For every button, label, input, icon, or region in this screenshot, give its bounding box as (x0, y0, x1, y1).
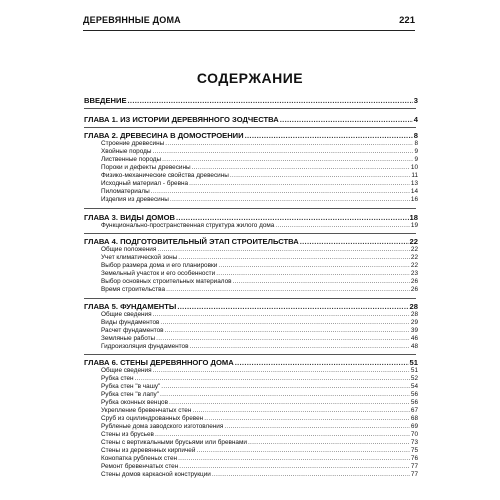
leader-dots (160, 391, 410, 398)
toc-entry-page: 75 (410, 447, 418, 454)
toc-entry-section[interactable] (84, 327, 418, 334)
toc-entry-label: Гидроизоляция фундаментов (101, 343, 189, 350)
toc-entry-section[interactable] (84, 367, 418, 374)
toc-entry-page: 77 (410, 471, 418, 478)
leader-dots (189, 180, 410, 187)
toc-entry-page: 18 (409, 213, 418, 222)
toc-entry-page: 56 (410, 399, 418, 406)
leader-dots (156, 335, 410, 342)
toc-entry-page: 9 (414, 148, 418, 155)
leader-dots (155, 431, 410, 438)
leader-dots (248, 439, 410, 446)
leader-dots (233, 278, 410, 285)
toc-entry-section[interactable] (84, 415, 418, 422)
toc-entry-label: Рубка стен "в чашу" (101, 383, 161, 390)
toc-entry-section[interactable] (84, 423, 418, 430)
leader-dots (169, 399, 410, 406)
toc-entry-page: 26 (410, 286, 418, 293)
toc-entry-page: 23 (410, 270, 418, 277)
toc-entry-label: ГЛАВА 2. ДРЕВЕСИНА В ДОМОСТРОЕНИИ (84, 131, 244, 140)
toc-entry-label: Общие сведения (101, 367, 152, 374)
leader-dots (204, 415, 410, 422)
toc-entry-section[interactable] (84, 407, 418, 414)
toc-entry-chapter[interactable] (84, 302, 418, 311)
toc-entry-section[interactable] (84, 278, 418, 285)
toc-entry-section[interactable] (84, 156, 418, 163)
toc-entry-chapter[interactable] (84, 131, 418, 140)
toc-entry-section[interactable] (84, 311, 418, 318)
toc-entry-label: ГЛАВА 4. ПОДГОТОВИТЕЛЬНЫЙ ЭТАП СТРОИТЕЛЬСТВА (84, 237, 299, 246)
toc-entry-label: Рубка стен "в лапу" (101, 391, 160, 398)
toc-entry-label: Изделия из древесины (101, 196, 169, 203)
toc-entry-page: 22 (410, 254, 418, 261)
toc-entry-label: Стены из брусьев (101, 431, 154, 438)
leader-dots (178, 254, 410, 261)
leader-dots (166, 286, 410, 293)
toc-entry-page: 76 (410, 455, 418, 462)
toc-entry-section[interactable] (84, 391, 418, 398)
toc-entry-section[interactable] (84, 180, 418, 187)
toc-entry-section[interactable] (84, 319, 418, 326)
leader-dots (161, 383, 410, 390)
page-number: 221 (399, 15, 415, 26)
toc-entry-section[interactable] (84, 140, 418, 147)
toc-entry-section[interactable] (84, 463, 418, 470)
separator-rule (84, 298, 416, 299)
toc-entry-chapter[interactable] (84, 213, 418, 222)
leader-dots (151, 188, 410, 195)
toc-entry-page: 14 (410, 188, 418, 195)
toc-entry-page: 16 (410, 196, 418, 203)
toc-entry-label: Стены из деревянных кирпичей (101, 447, 196, 454)
leader-dots (275, 222, 410, 229)
separator-rule (84, 127, 416, 128)
leader-dots (212, 471, 410, 478)
toc-entry-page: 48 (410, 343, 418, 350)
leader-dots (189, 343, 409, 350)
toc-entry-section[interactable] (84, 447, 418, 454)
toc-entry-label: Лиственные породы (101, 156, 162, 163)
toc-entry-label: Учет климатической зоны (101, 254, 178, 261)
separator-rule (84, 354, 416, 355)
toc-entry-label: ГЛАВА 6. СТЕНЫ ДЕРЕВЯННОГО ДОМА (84, 358, 234, 367)
leader-dots (216, 270, 410, 277)
running-header-title: ДЕРЕВЯННЫЕ ДОМА (83, 15, 181, 25)
toc-entry-label: Рубка стен (101, 375, 134, 382)
leader-dots (192, 164, 410, 171)
toc-entry-page: 9 (414, 156, 418, 163)
leader-dots (176, 213, 409, 222)
toc-entry-page: 26 (410, 278, 418, 285)
toc-entry-label: ГЛАВА 3. ВИДЫ ДОМОВ (84, 213, 175, 222)
leader-dots (165, 140, 413, 147)
toc-entry-page: 51 (409, 358, 418, 367)
toc-entry-section[interactable] (84, 164, 418, 171)
toc-entry-section[interactable] (84, 262, 418, 269)
leader-dots (153, 367, 410, 374)
toc-entry-page: 22 (410, 262, 418, 269)
toc-entry-label: Выбор основных строительных материалов (101, 278, 232, 285)
leader-dots (153, 311, 410, 318)
toc-entry-label: Выбор размера дома и его планировки (101, 262, 218, 269)
toc-entry-label: Расчет фундаментов (101, 327, 164, 334)
toc-entry-label: Время строительства (101, 286, 166, 293)
toc-entry-section[interactable] (84, 383, 418, 390)
separator-rule (84, 233, 416, 234)
toc-entry-page: 11 (411, 172, 418, 179)
toc-entry-section[interactable] (84, 286, 418, 293)
toc-entry-section[interactable] (84, 222, 418, 229)
toc-entry-page: 28 (410, 311, 418, 318)
toc-entry-section[interactable] (84, 246, 418, 253)
toc-entry-label: ГЛАВА 1. ИЗ ИСТОРИИ ДЕРЕВЯННОГО ЗОДЧЕСТВА (84, 115, 279, 124)
toc-entry-label: Стены домов каркасной конструкции (101, 471, 211, 478)
toc-entry-page: 29 (410, 319, 418, 326)
toc-entry-page: 69 (410, 423, 418, 430)
toc-entry-section[interactable] (84, 343, 418, 350)
leader-dots (218, 262, 410, 269)
toc-entry-page: 19 (410, 222, 418, 229)
toc-entry-page: 73 (410, 439, 418, 446)
toc-entry-label: Рубка оконных венцов (101, 399, 168, 406)
leader-dots (157, 246, 410, 253)
page-title: СОДЕРЖАНИЕ (196, 70, 304, 86)
toc-entry-label: Укрепление бревенчатых стен (101, 407, 192, 414)
leader-dots (179, 463, 410, 470)
toc-entry-section[interactable] (84, 471, 418, 478)
toc-entry-label: Пороки и дефекты древесины (101, 164, 191, 171)
toc-entry-label: Исходный материал - бревна (101, 180, 189, 187)
toc-entry-label: Пиломатериалы (101, 188, 150, 195)
toc-entry-chapter[interactable] (84, 96, 418, 105)
toc-entry-section[interactable] (84, 196, 418, 203)
toc-entry-page: 10 (410, 164, 418, 171)
toc-entry-section[interactable] (84, 335, 418, 342)
separator-rule (84, 108, 416, 109)
toc-entry-section[interactable] (84, 439, 418, 446)
toc-entry-page: 8 (413, 131, 418, 140)
toc-entry-section[interactable] (84, 172, 418, 179)
toc-entry-label: Земляные работы (101, 335, 156, 342)
toc-entry-page: 39 (410, 327, 418, 334)
toc-entry-label: Стены с вертикальными брусьями или бревнами (101, 439, 247, 446)
toc-entry-label: Функционально-пространственная структура жилого дома (101, 222, 275, 229)
toc-entry-label: Виды фундаментов (101, 319, 160, 326)
leader-dots (224, 423, 410, 430)
toc-entry-page: 54 (410, 383, 418, 390)
running-header (83, 12, 415, 31)
toc-entry-label: Хвойные породы (101, 148, 152, 155)
toc-entry-label: Сруб из оцилиндрованных бревен (101, 415, 204, 422)
toc-entry-section[interactable] (84, 399, 418, 406)
toc-entry-page: 28 (409, 302, 418, 311)
toc-entry-chapter[interactable] (84, 237, 418, 246)
toc-entry-section[interactable] (84, 270, 418, 277)
toc-entry-section[interactable] (84, 148, 418, 155)
toc-entry-section[interactable] (84, 254, 418, 261)
toc-entry-section[interactable] (84, 431, 418, 438)
toc-entry-label: Ремонт бревенчатых стен (101, 463, 179, 470)
toc-entry-section[interactable] (84, 455, 418, 462)
toc-entry-label: Земельный участок и его особенности (101, 270, 216, 277)
leader-dots (245, 131, 413, 140)
leader-dots (235, 358, 409, 367)
leader-dots (177, 302, 408, 311)
toc-entry-page: 46 (410, 335, 418, 342)
toc-entry-chapter[interactable] (84, 115, 418, 124)
toc-entry-label: Рубленые дома заводского изготовления (101, 423, 224, 430)
leader-dots (280, 115, 413, 124)
toc-entry-label: Общие сведения (101, 311, 152, 318)
toc-entry-page: 4 (413, 115, 418, 124)
toc-entry-page: 51 (410, 367, 418, 374)
toc-entry-section[interactable] (84, 188, 418, 195)
toc-entry-page: 68 (410, 415, 418, 422)
toc-entry-page: 13 (410, 180, 418, 187)
toc-entry-page: 67 (410, 407, 418, 414)
toc-entry-page: 22 (409, 237, 418, 246)
toc-entry-page: 77 (410, 463, 418, 470)
toc-entry-page: 70 (410, 431, 418, 438)
leader-dots (178, 455, 410, 462)
toc-entry-chapter[interactable] (84, 358, 418, 367)
toc-entry-page: 22 (410, 246, 418, 253)
leader-dots (162, 156, 413, 163)
leader-dots (160, 319, 409, 326)
leader-dots (135, 375, 410, 382)
toc-entry-page: 3 (413, 96, 418, 105)
toc-entry-section[interactable] (84, 375, 418, 382)
toc-entry-page: 52 (410, 375, 418, 382)
toc-entry-label: Общие положения (101, 246, 157, 253)
toc-entry-label: Строение древесины (101, 140, 165, 147)
leader-dots (196, 447, 409, 454)
leader-dots (170, 196, 410, 203)
toc-entry-page: 8 (414, 140, 418, 147)
leader-dots (128, 96, 413, 105)
leader-dots (230, 172, 411, 179)
toc-entry-page: 56 (410, 391, 418, 398)
toc-entry-label: Конопатка рубленых стен (101, 455, 178, 462)
leader-dots (152, 148, 413, 155)
toc-entry-label: ГЛАВА 5. ФУНДАМЕНТЫ (84, 302, 177, 311)
toc-entry-label: ВВЕДЕНИЕ (84, 96, 127, 105)
leader-dots (300, 237, 409, 246)
separator-rule (84, 208, 416, 209)
leader-dots (165, 327, 410, 334)
toc-entry-label: Физико-механические свойства древесины (101, 172, 229, 179)
leader-dots (192, 407, 409, 414)
